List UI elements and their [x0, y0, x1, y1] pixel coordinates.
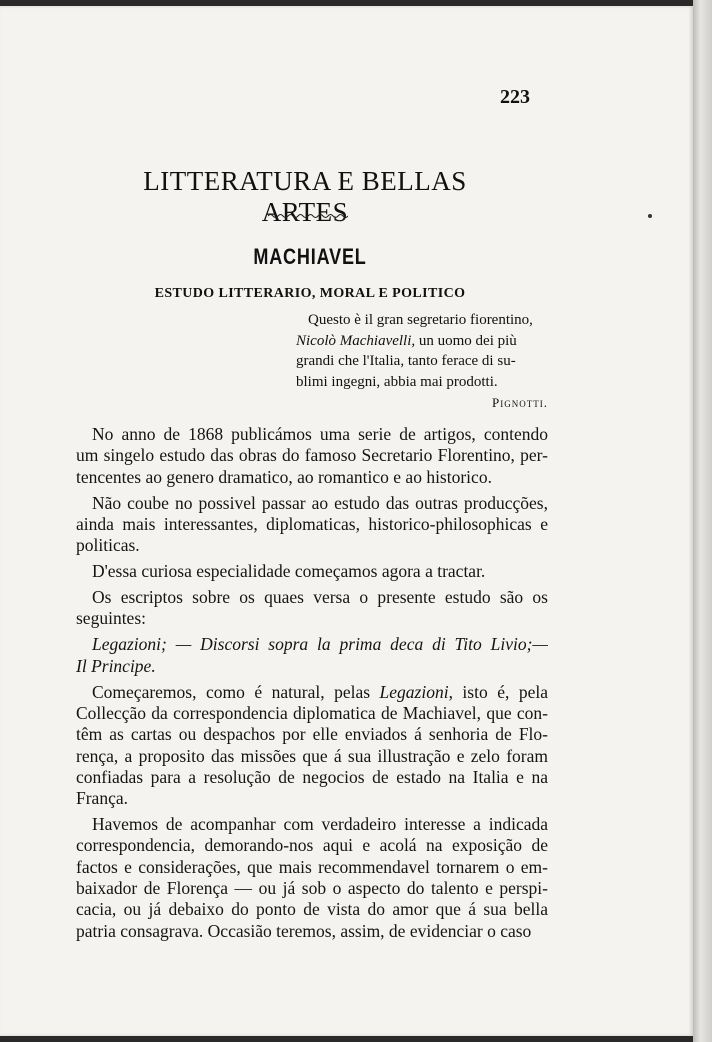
epigraph-line-rest: un uomo dei più — [415, 332, 517, 349]
page-edge — [693, 0, 712, 1042]
body-line: politicas. — [76, 535, 140, 556]
body-line: cacia, ou já debaixo do ponto de vista do amor que á sua bella — [76, 899, 548, 920]
italic-title-reference: Legazioni — [379, 681, 449, 702]
body-line: um singelo estudo das obras do famoso Secretario Florentino, per- — [76, 445, 548, 466]
body-line: baixador de Florença — ou já sob o aspecto do talento e perspi- — [76, 878, 548, 899]
body-line: confiadas para a resolução de negocios de estado na Italia e na — [76, 766, 548, 787]
article-title: MACHIAVEL — [253, 244, 367, 269]
body-line: D'essa curiosa especialidade começamos agora a tractar. — [92, 561, 486, 582]
body-line: tencentes ao genero dramatico, ao romantico e ao historico. — [76, 466, 492, 487]
epigraph-line: blimi ingegni, abbia mai prodotti. — [296, 373, 498, 390]
epigraph-attribution: Pignotti. — [492, 395, 548, 410]
body-line: ainda mais interessantes, diplomaticas, historico-philosophicas e — [76, 513, 548, 534]
body-paragraph — [76, 634, 548, 677]
ink-speck — [648, 214, 652, 218]
body-line: seguintes: — [76, 608, 146, 629]
body-line: patria consagrava. Occasião teremos, assim, de evidenciar o caso — [76, 920, 532, 941]
body-paragraph — [76, 814, 548, 942]
body-line: correspondencia, demorando-nos aqui e acolá na exposição de — [76, 835, 548, 856]
body-line: Havemos de acompanhar com verdadeiro interesse a indicada — [92, 814, 548, 835]
epigraph — [296, 310, 550, 392]
section-title: LITTERATURA E BELLAS ARTES — [143, 166, 467, 227]
epigraph-line — [296, 331, 550, 352]
body-line: Collecção da correspondencia diplomatica de Machiavel, que con- — [76, 703, 548, 723]
body-paragraph — [76, 587, 548, 630]
body-line: No anno de 1868 publicámos uma serie de artigos, contendo — [92, 424, 548, 444]
body-line: têm as cartas ou despachos por elle enviados á senhoria de Flo- — [76, 724, 548, 745]
epigraph-line: grandi che l'Italia, tanto ferace di su- — [296, 353, 516, 369]
article-subtitle: ESTUDO LITTERARIO, MORAL E POLITICO — [154, 286, 466, 301]
body-line: Começaremos, como é natural, pelas Legazioni, isto é, pela — [92, 681, 548, 702]
epigraph-line: Questo è il gran segretario fiorentino, — [308, 312, 533, 328]
epigraph-line-text — [296, 333, 517, 349]
body-line: Não coube no possivel passar ao estudo das outras producções, — [92, 492, 548, 513]
body-paragraph — [76, 424, 548, 488]
body-line: Os escriptos sobre os quaes versa o presente estudo são os — [92, 587, 548, 608]
body-line: França. — [76, 788, 128, 809]
epigraph-italic-name: Nicolò Machiavelli, — [296, 332, 416, 349]
wavy-rule-ornament — [268, 212, 348, 220]
body-line: factos e considerações, que mais recommendavel tornarem o em- — [76, 856, 548, 877]
article-body — [76, 424, 548, 947]
body-line: Il Principe. — [76, 655, 156, 676]
body-paragraph — [76, 493, 548, 557]
body-paragraph — [76, 682, 548, 810]
page-number: 223 — [500, 86, 530, 108]
body-line: rença, a proposito das missões que á sua illustração e zelo foram — [76, 745, 548, 766]
body-line: Legazioni; — Discorsi sopra la prima deca di Tito Livio;— — [92, 634, 548, 655]
body-paragraph — [76, 561, 548, 582]
